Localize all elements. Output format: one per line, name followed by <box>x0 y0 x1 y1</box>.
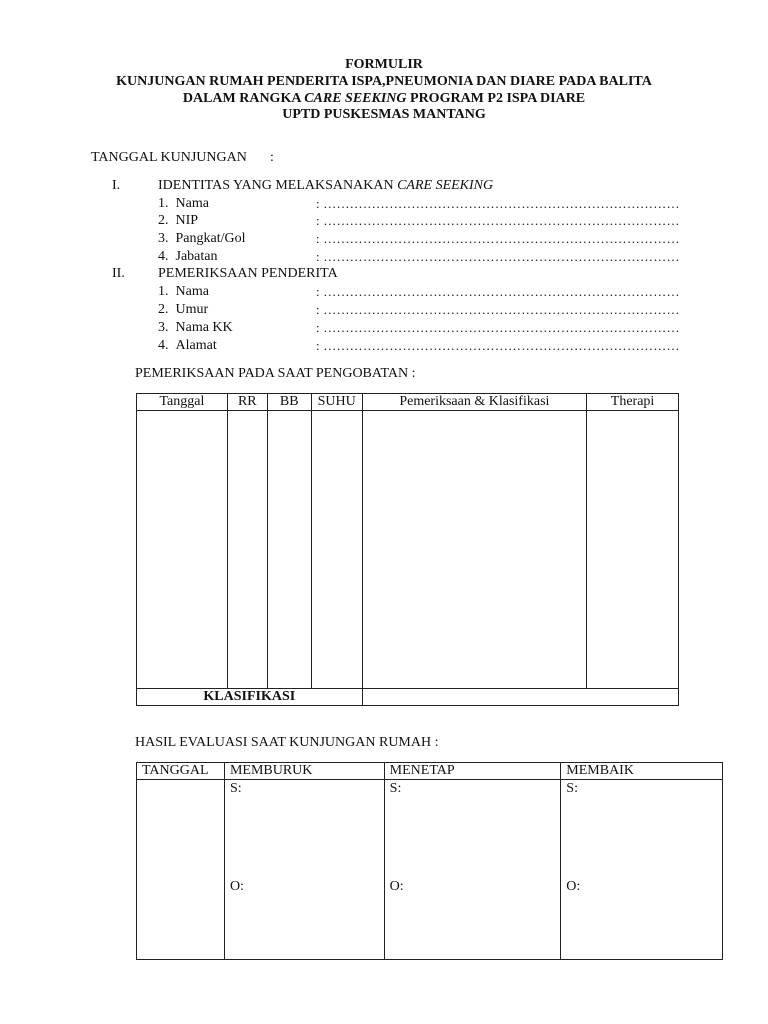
section2-item-umur: 2. Umur <box>158 302 209 317</box>
section1-jabatan-field[interactable]: : ……………………………………………………………………… <box>316 249 680 264</box>
treatment-footer-row <box>137 689 679 706</box>
treatment-heading: PEMERIKSAAN PADA SAAT PENGOBATAN : <box>135 366 416 381</box>
memburuk-s-label: S: <box>229 781 242 796</box>
membaik-o-label: O: <box>566 879 581 894</box>
section1-number: I. <box>112 178 121 193</box>
form-institution: UPTD PUSKESMAS MANTANG <box>282 107 486 122</box>
cell-rr[interactable] <box>227 411 267 689</box>
section2-item-nama-kk: 3. Nama KK <box>158 320 233 335</box>
col-suhu: SUHU <box>311 394 362 411</box>
klasifikasi-cell[interactable] <box>362 689 678 706</box>
col-bb: BB <box>267 394 311 411</box>
col-menetap: MENETAP <box>384 763 561 780</box>
cell-membaik[interactable] <box>561 780 723 960</box>
cell-tanggal[interactable] <box>137 411 228 689</box>
section1-item-pangkat: 3. Pangkat/Gol <box>158 231 246 246</box>
evaluation-table <box>136 762 723 960</box>
visit-date-label: TANGGAL KUNJUNGAN <box>91 150 247 165</box>
section1-item-nama: 1. Nama <box>158 196 209 211</box>
evaluation-heading: HASIL EVALUASI SAAT KUNJUNGAN RUMAH : <box>135 735 439 750</box>
section2-umur-field[interactable]: : ……………………………………………………………………… <box>316 302 680 317</box>
col-tanggal: Tanggal <box>137 394 228 411</box>
section2-nama-kk-field[interactable]: : ……………………………………………………………………… <box>316 320 680 335</box>
cell-pemeriksaan[interactable] <box>362 411 586 689</box>
cell-suhu[interactable] <box>311 411 362 689</box>
section2-alamat-field[interactable]: : ……………………………………………………………………… <box>316 338 680 353</box>
klasifikasi-label: KLASIFIKASI <box>137 689 363 706</box>
form-title: FORMULIR <box>345 57 423 72</box>
section2-item-nama: 1. Nama <box>158 284 209 299</box>
treatment-table <box>136 393 679 706</box>
col-rr: RR <box>227 394 267 411</box>
memburuk-o-label: O: <box>229 879 244 894</box>
col-therapi: Therapi <box>587 394 679 411</box>
evaluation-header-row <box>137 763 723 780</box>
treatment-body-row <box>137 411 679 689</box>
cell-therapi[interactable] <box>587 411 679 689</box>
col-membaik: MEMBAIK <box>561 763 723 780</box>
col-pemeriksaan: Pemeriksaan & Klasifikasi <box>362 394 586 411</box>
membaik-s-label: S: <box>566 781 578 796</box>
section1-nama-field[interactable]: : ……………………………………………………………………… <box>316 196 680 211</box>
form-subtitle: KUNJUNGAN RUMAH PENDERITA ISPA,PNEUMONIA DAN DIARE PADA BALITA <box>116 74 652 89</box>
section2-nama-field[interactable]: : ……………………………………………………………………… <box>316 284 680 299</box>
menetap-s-label: S: <box>389 781 402 796</box>
col-memburuk: MEMBURUK <box>224 763 384 780</box>
visit-date-colon: : <box>270 150 274 165</box>
cell-bb[interactable] <box>267 411 311 689</box>
section1-item-jabatan: 4. Jabatan <box>158 249 218 264</box>
section1-title: IDENTITAS YANG MELAKSANAKAN CARE SEEKING <box>158 178 494 193</box>
section2-title: PEMERIKSAAN PENDERITA <box>158 266 338 281</box>
treatment-header-row <box>137 394 679 411</box>
evaluation-body-row <box>137 780 723 960</box>
section2-number: II. <box>112 266 125 281</box>
form-program-line: DALAM RANGKA CARE SEEKING PROGRAM P2 ISPA DIARE <box>182 91 586 106</box>
menetap-o-label: O: <box>389 879 404 894</box>
cell-memburuk[interactable] <box>224 780 384 960</box>
cell-menetap[interactable] <box>384 780 561 960</box>
section1-nip-field[interactable]: : ……………………………………………………………………… <box>316 213 680 228</box>
section1-item-nip: 2. NIP <box>158 213 199 228</box>
section2-item-alamat: 4. Alamat <box>158 338 217 353</box>
section1-pangkat-field[interactable]: : ……………………………………………………………………… <box>316 231 680 246</box>
col-eval-tanggal: TANGGAL <box>137 763 225 780</box>
cell-eval-tanggal[interactable] <box>137 780 225 960</box>
